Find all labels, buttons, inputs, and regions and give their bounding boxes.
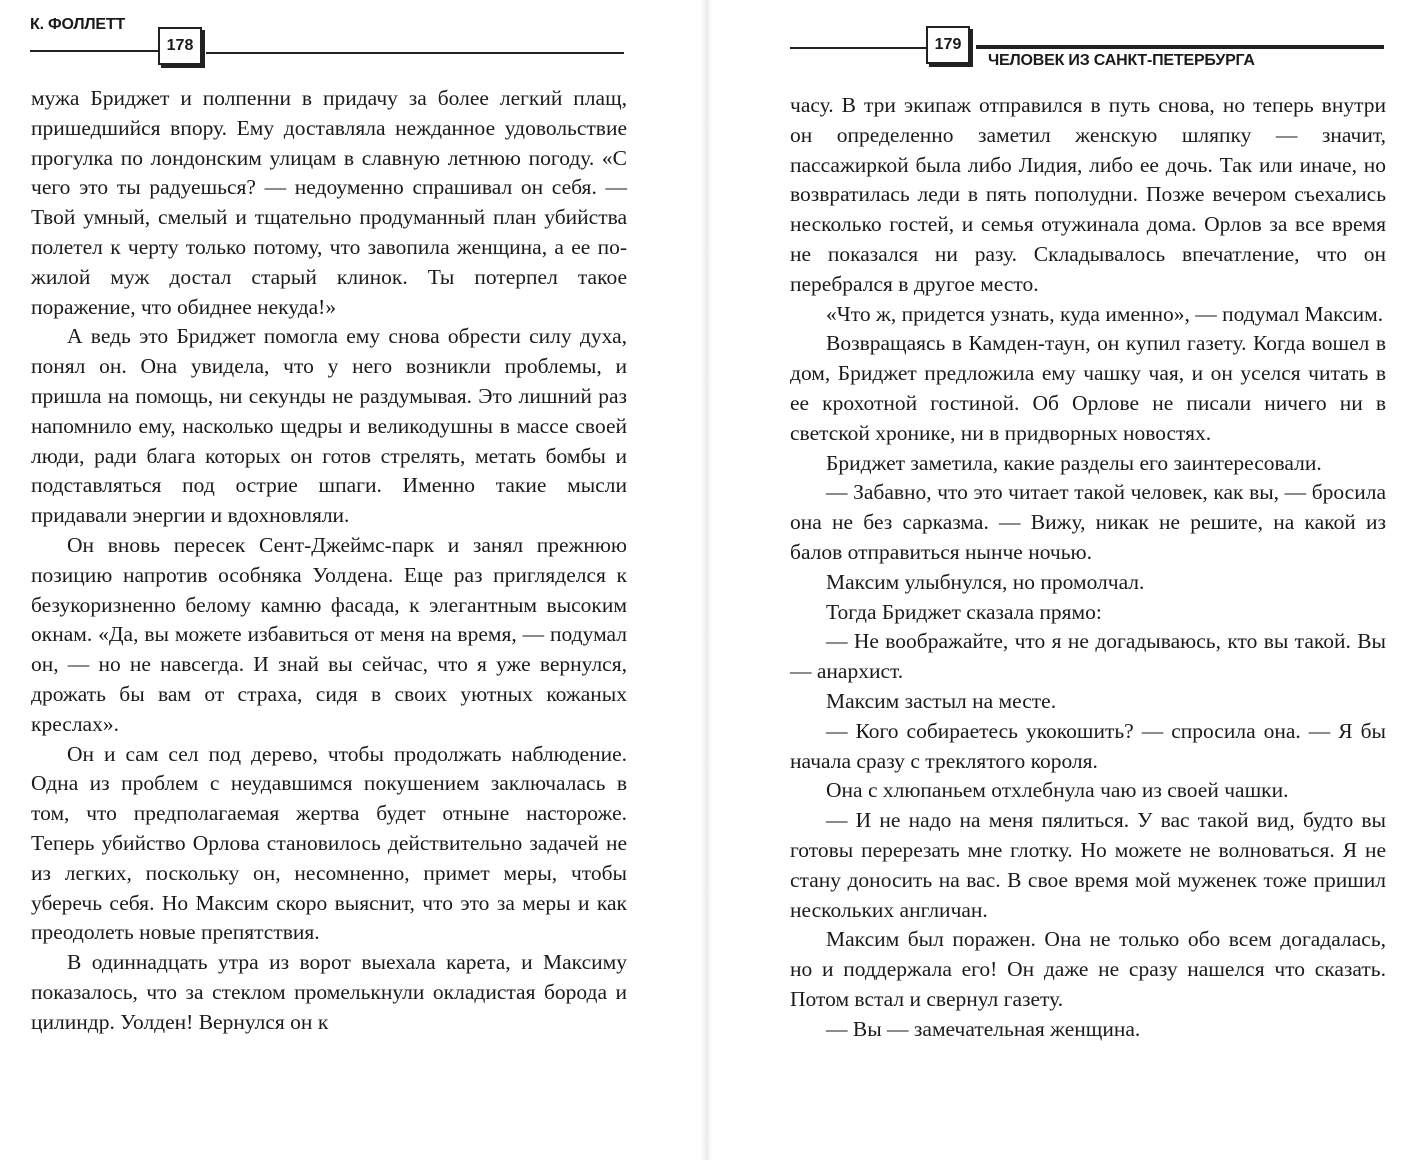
author-name: К. ФОЛЛЕТТ xyxy=(30,16,126,33)
paragraph: часу. В три экипаж отправился в путь снова, но теперь внутри он определенно заметил женскую шляпку — значит, пассажиркой была либо Лидия, либо ее дочь. Так или иначе, но возвратилась леди в пять пополудни. Позже вечером съехались несколько гостей, и семья отужинала дома. Орлов за все время не показался ни разу. Складывалось впечатление, что он перебрался в другое место. xyxy=(790,93,1386,296)
header-rule xyxy=(790,47,926,49)
left-body-text xyxy=(31,84,627,1038)
paragraph: Она с хлюпаньем отхлебнула чаю из своей чашки. xyxy=(826,778,1289,803)
paragraph: Тогда Бриджет сказала прямо: xyxy=(826,599,1102,624)
left-running-head xyxy=(30,0,630,80)
paragraph: Максим был поражен. Она не только обо всем догадалась, но и поддержала его! Он даже не сразу нашелся что сказать. Потом встал и свернул газету. xyxy=(790,927,1386,1011)
paragraph: А ведь это Бриджет помогла ему снова обрести силу духа, понял он. Она увидела, что у него возникли проблемы, и пришла на помощь, ни секунды не раздумывая. Это лишний раз напомнило ему, насколько щедры и великодушны в массе своей люди, ради блага которых он готов стрелять, метать бомбы и подставляться под острие шпаги. Именно такие мысли придавали энергии и вдохновляли. xyxy=(31,324,627,528)
paragraph: — Вы — замечательная женщина. xyxy=(826,1016,1141,1041)
page-number: 178 xyxy=(166,37,194,54)
paragraph: — Кого собираетесь укокошить? — спросила она. — Я бы начала сразу с треклятого короля. xyxy=(790,718,1386,773)
paragraph: Он и сам сел под дерево, чтобы продолжать наблюдение. Одна из проблем с неудавшимся покушением заключалась в том, что предполагаемая жертва будет отныне настороже. Теперь убийство Орлова становилось действительно задачей не из легких, поскольку он, несомненно, примет меры, чтобы уберечь себя. Но Максим скоро выяснит, что это за меры и как преодолеть новые препятствия. xyxy=(31,741,627,945)
paragraph: «Что ж, придется узнать, куда именно», — подумал Максим. xyxy=(826,301,1384,326)
paragraph: мужа Бриджет и полпенни в придачу за более легкий плащ, пришедшийся впору. Ему доставляла нежданное удовольствие прогулка по лондонским улицам в славную летнюю погоду. «С чего это ты радуешься? — недоуменно спрашивал он себя. — Твой умный, смелый и тщательно продуманный план убийства полетел к черту только потому, что завопила женщина, а ее пожилой муж достал старый клинок. Ты потерпел такое поражение, что обиднее некуда!» xyxy=(31,86,627,319)
page-number-box xyxy=(926,26,970,64)
header-rule xyxy=(30,50,160,52)
paragraph: — Не воображайте, что я не догадываюсь, кто вы такой. Вы — анархист. xyxy=(790,629,1386,684)
right-running-head xyxy=(790,0,1390,80)
paragraph: Бриджет заметила, какие разделы его заинтересовали. xyxy=(826,450,1322,475)
paragraph: Максим застыл на месте. xyxy=(826,688,1057,713)
page-number: 179 xyxy=(934,36,962,53)
book-title: ЧЕЛОВЕК ИЗ САНКТ-ПЕТЕРБУРГА xyxy=(988,52,1255,69)
paragraph: Возвращаясь в Камден-таун, он купил газету. Когда вошел в дом, Бриджет предложила ему чашку чая, и он уселся читать в ее крохотной гостиной. Об Орлове не писали ничего ни в светской хронике, ни в придворных новостях. xyxy=(790,331,1386,445)
paragraph: — Забавно, что это читает такой человек, как вы, — бросила она не без сарказма. — Вижу, никак не решите, на какой из балов отправиться нынче ночью. xyxy=(790,480,1386,564)
paragraph: В одиннадцать утра из ворот выехала карета, и Максиму показалось, что за стеклом промелькнули окладистая борода и цилиндр. Уолден! Вернулся он к xyxy=(31,950,627,1034)
right-body-text xyxy=(790,91,1386,1045)
header-rule xyxy=(206,52,624,54)
left-page xyxy=(0,0,700,1160)
right-page xyxy=(712,0,1424,1160)
paragraph: — И не надо на меня пялиться. У вас такой вид, будто вы готовы перерезать мне глотку. Но можете не волноваться. Я не стану доносить на вас. В свое время мой муженек тоже пришил нескольких англичан. xyxy=(790,808,1386,922)
paragraph: Он вновь пересек Сент-Джеймс-парк и занял прежнюю позицию напротив особняка Уолдена. Еще раз пригляделся к безукоризненно белому камню фасада, к элегантным высоким окнам. «Да, вы можете избавиться от меня на время, — подумал он, — но не навсегда. И знай вы сейчас, что я уже вернулся, дрожать бы вам от страха, сидя в своих уютных кожаных креслах». xyxy=(31,532,627,736)
paragraph: Максим улыбнулся, но промолчал. xyxy=(826,569,1145,594)
header-rule xyxy=(976,45,1384,49)
book-gutter xyxy=(700,0,712,1160)
page-number-box xyxy=(158,27,202,65)
